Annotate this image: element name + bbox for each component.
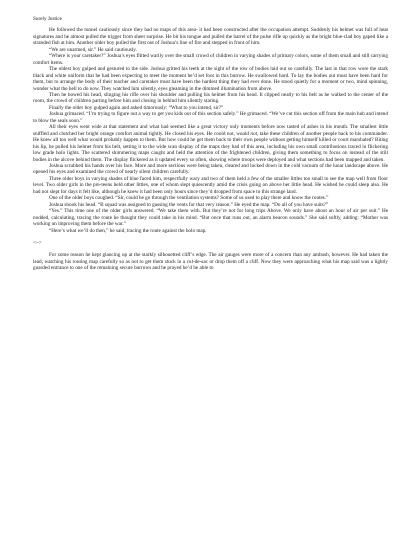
paragraph: All their eyes went wide at that statement and what had seemed like a great victory only moments before now tasted of ashes in his mouth. The smallest little sniffled and clutched her bright orange comfort animal tightly. He closed his eyes. He could not, would not, take these children of another people back to his commander. He knew all too well what would probably happen to them. But how could he get them back to their own people without getting himself killed or court marshaled? Biting his lip, he pulled his helmet from his belt, setting it to the wide scan display of the maps they had of this area, including his own small contributions traced in flickering low grade holo lights. The scattered shimmering maps caught and held the attention of the frightened children, giving them something to focus on instead of the still bodies in the alcove behind them. The display flickered as it updated every so often, showing where troops were deployed and what sections had been mapped and taken. [33, 124, 388, 163]
paragraph: He followed the tunnel cautiously since they had no maps of this area- it had been constructed after the occupation attempt. Suddenly his helmet was full of heat signatures and he almost pulled the trigger from sheer surprise. He bit his tongue and pulled the barrel of the pulse rifle up quickly as the bright blue-clad boy gaped like a stranded fish at him. Another older boy pulled the first out of Joshua’s line of fire and stepped in front of him. [33, 27, 388, 47]
paragraph: “Where is your caretaker?” Joshua’s eyes flitted warily over the small crowd of children in varying shades of primary colors, some of them small and still carrying comfort items. [33, 53, 388, 66]
paragraph: Joshua grimaced. “I’m trying to figure out a way to get you kids out of this section safely.” He grimaced. “We’ve cut this section off from the main hub and intend to blow the seals soon.” [33, 111, 388, 124]
paragraph: “Here’s what we’ll do then,” he said, tracing the route against the holo map. [49, 227, 207, 234]
paragraph: “We are unarmed, sir.” He said cautiously. [49, 46, 137, 53]
paragraph: Joshua shook his head. “B squad was assigned to gassing the vents for that very reason.” He eyed the map. “Do all of you have suits?” [49, 201, 329, 208]
paragraph: “Yes.” This time one of the older girls answered. “We take them with. But they’re not for long trips Above. We only have about an hour of air per suit.” He nodded, calculating, tracing the route he thought they could take in his mind. “But once that runs out, an alarm beacon sounds.” She said softly, adding: “Mother was working on improving them before the war.” [33, 208, 388, 228]
section-break: <~> [33, 239, 42, 246]
paragraph: The oldest boy gulped and gestured to the side. Joshua gritted his teeth at the sight of the row of bodies laid out so carefully. The last in that row wore the stark black and white uniform that he had been expecting to meet the moment he’d set foot in this burrow. He swallowed hard. To lay the bodies out must have been hard for them, but to arrange the body of their teacher and caretaker must have been the hardest thing they had ever done. He stood quietly for a moment or two, mind spinning, wonder what the hell to do now. They watched him silently, eyes gleaming in the dimmed illumination from above. [33, 66, 388, 92]
document-page [33, 16, 388, 272]
document-title: Surely Justice [33, 16, 62, 22]
paragraph: One of the older boys coughed. “Sir, could he go through the ventilation systems? Some of us used to play there and know the routes.” [49, 195, 329, 202]
paragraph: Joshua scrubbed his hands over his face. More and more sections were being taken, cleared and locked down in the cold vacuum of the lunar landscape above. He opened his eyes and examined the crowd of nearly silent children carefully. [33, 162, 388, 176]
paragraph: Then he bowed his head, slinging his rifle over his shoulder and pulling his helmet from his head. It clipped neatly to his belt as he walked to the center of the room, the crowd of children parting before him and closing in behind him silently staring. [33, 91, 388, 105]
paragraph: Finally the older boy gulped again and asked timorously: “What to you intend, sir?” [49, 104, 224, 111]
paragraph: Three older boys in varying shades of blue faced him, respectfully wary and two of them held a few of the smaller littles too small to see the map well from floor level. Two older girls in the pre-teens held other littles, one of whom slept quiescently amid the crisis going on above her little head. He wished he could sleep also. He had not slept for days it felt like, although he knew it had been only hours since they’d dropped from space to this strange land. [33, 175, 388, 195]
paragraph: For some reason he kept glancing up at the starkly silhouetted cliff’s edge. The air gauges were more of a concern than any ambush, however. He had taken the lead, watching his routing map carefully so as not to get them stuck in a cul-de-sac or drop them off a cliff. Now they were approaching what his map said was a lightly guarded entrance to one of the remaining secure burrows and he prayed he’d be able to [33, 252, 388, 272]
